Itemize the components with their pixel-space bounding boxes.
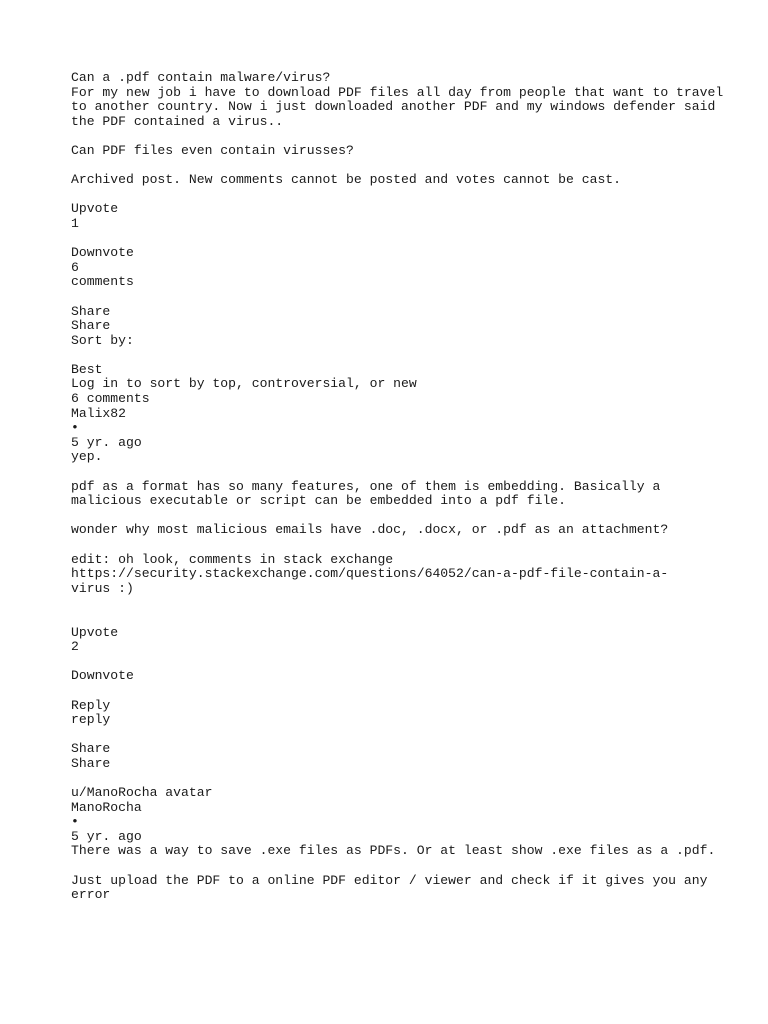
comment-text: There was a way to save .exe files as PDFs. Or at least show .exe files as a .pdf.	[71, 843, 716, 859]
comment-age[interactable]: 5 yr. ago	[71, 828, 142, 844]
post	[71, 70, 724, 407]
comment-text: Just upload the PDF to a online PDF editor / viewer and check if it gives you any	[71, 872, 708, 888]
comment-text: malicious executable or script can be embedded into a pdf file.	[71, 493, 567, 509]
spacer	[71, 655, 701, 670]
spacer	[71, 465, 701, 480]
spacer	[71, 596, 701, 625]
spacer	[71, 159, 701, 174]
post-body-line: For my new job i have to download PDF files all day from people that want to travel	[71, 84, 724, 100]
spacer	[71, 728, 701, 743]
reply-label: reply	[71, 712, 111, 728]
post-comment-count: 6	[71, 259, 79, 275]
spacer	[71, 129, 701, 144]
separator-dot: •	[71, 420, 79, 436]
comment-text: error	[71, 887, 111, 903]
comment-score: 2	[71, 639, 79, 655]
post-share-button[interactable]: Share	[71, 303, 111, 319]
post-body-line: the PDF contained a virus..	[71, 113, 284, 129]
comment-author[interactable]: Malix82	[71, 405, 127, 421]
spacer	[71, 348, 701, 363]
comment-upvote-button[interactable]: Upvote	[71, 624, 119, 640]
comment	[71, 407, 701, 786]
comment-share-button[interactable]: Share	[71, 741, 111, 757]
comment-text: yep.	[71, 449, 103, 465]
spacer	[71, 290, 701, 305]
post-score: 1	[71, 215, 79, 231]
post-body-line: to another country. Now i just downloaded another PDF and my windows defender said	[71, 99, 716, 115]
comment-author[interactable]: ManoRocha	[71, 799, 142, 815]
spacer	[71, 538, 701, 553]
post-question: Can PDF files even contain virusses?	[71, 142, 354, 158]
post-share-label: Share	[71, 318, 111, 334]
post-downvote-button[interactable]: Downvote	[71, 245, 134, 261]
archived-notice: Archived post. New comments cannot be posted and votes cannot be cast.	[71, 172, 622, 188]
comments-total: 6 comments	[71, 391, 150, 407]
reply-button[interactable]: Reply	[71, 697, 111, 713]
spacer	[71, 772, 701, 787]
spacer	[71, 509, 701, 524]
stackexchange-link[interactable]: https://security.stackexchange.com/questions/64052/can-a-pdf-file-contain-a-	[71, 566, 669, 582]
comment-share-label: Share	[71, 755, 111, 771]
post-title[interactable]: Can a .pdf contain malware/virus?	[71, 70, 331, 85]
comment-text: wonder why most malicious emails have .doc, .docx, or .pdf as an attachment?	[71, 522, 669, 538]
spacer	[71, 188, 701, 203]
comment	[71, 785, 716, 903]
comment-age[interactable]: 5 yr. ago	[71, 434, 142, 450]
post-comments-label[interactable]: comments	[71, 274, 134, 290]
comment-text: pdf as a format has so many features, one of them is embedding. Basically a	[71, 478, 661, 494]
separator-dot: •	[71, 814, 79, 830]
comment-text: edit: oh look, comments in stack exchange	[71, 551, 394, 567]
comment-downvote-button[interactable]: Downvote	[71, 668, 134, 684]
sort-select[interactable]: Best	[71, 361, 103, 377]
sort-login-hint[interactable]: Log in to sort by top, controversial, or new	[71, 376, 417, 392]
sort-by-label: Sort by:	[71, 332, 134, 348]
spacer	[71, 684, 701, 699]
post-upvote-button[interactable]: Upvote	[71, 201, 119, 217]
spacer	[71, 859, 701, 874]
avatar[interactable]: u/ManoRocha avatar	[71, 785, 213, 801]
spacer	[71, 232, 701, 247]
comment-text: virus :)	[71, 580, 134, 596]
